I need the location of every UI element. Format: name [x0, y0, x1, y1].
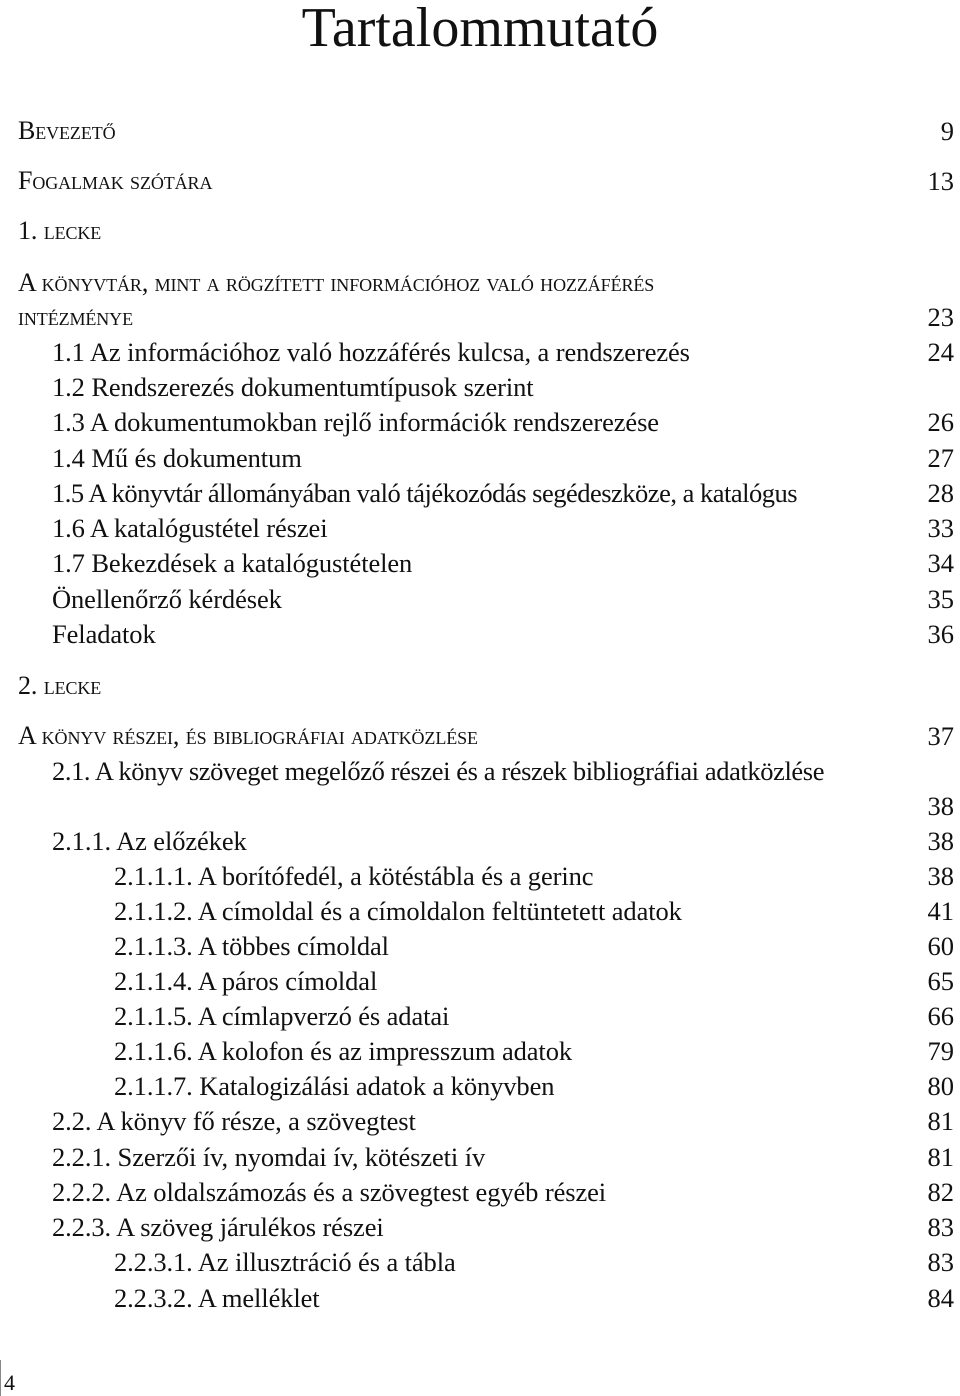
toc-entry-page: 9 [940, 116, 954, 146]
toc-entry-2-1-1-4[interactable] [0, 966, 960, 996]
toc-entry-page: 65 [927, 966, 954, 996]
page-title: Tartalommutató [301, 0, 659, 59]
toc-entry-page: 27 [927, 443, 954, 473]
toc-entry-2-1-1-2[interactable] [0, 896, 960, 926]
toc-entry-1-1[interactable] [0, 337, 960, 367]
toc-entry-1-3[interactable] [0, 407, 960, 437]
toc-entry-2-2-3-2[interactable] [0, 1283, 960, 1313]
toc-entry-1-5[interactable] [0, 478, 960, 508]
toc-entry-2-2-3[interactable] [0, 1212, 960, 1242]
toc-entry-2-1-1[interactable] [0, 826, 960, 856]
toc-entry-page: 34 [927, 548, 954, 578]
toc-entry-2-1-1-3[interactable] [0, 931, 960, 961]
toc-entry-chapter-1-title-cont[interactable] [0, 302, 960, 332]
toc-entry-text: 1. lecke [18, 216, 102, 245]
toc-entry-text: 2.1.1.7. Katalogizálási adatok a könyvben [114, 1071, 555, 1101]
toc-entry-text: 2. lecke [18, 671, 102, 700]
toc-entry-page: 35 [927, 584, 954, 614]
toc-entry-2-2-3-1[interactable] [0, 1247, 960, 1277]
toc-entry-text: 2.1.1.1. A borítófedél, a kötéstábla és a gerinc [114, 861, 594, 891]
toc-entry-2-1-1-1[interactable] [0, 861, 960, 891]
toc-entry-text: 2.2. A könyv fő része, a szövegtest [52, 1106, 416, 1136]
toc-entry-text: A könyvtár, mint a rögzített információhoz való hozzáférés [18, 268, 655, 297]
toc-entry-page: 23 [927, 302, 954, 332]
toc-entry-text: 2.1.1.2. A címoldal és a címoldalon feltüntetett adatok [114, 896, 682, 926]
toc-entry-2-2-2[interactable] [0, 1177, 960, 1207]
toc-entry-text: 2.2.1. Szerzői ív, nyomdai ív, kötészeti ív [52, 1142, 486, 1172]
toc-entry-page: 38 [927, 791, 954, 821]
toc-entry-2-2-1[interactable] [0, 1142, 960, 1172]
toc-entry-text: 2.1. A könyv szöveget megelőző részei és a részek bibliográfiai adatközlése [52, 756, 825, 786]
toc-entry-text: 2.1.1.3. A többes címoldal [114, 931, 389, 961]
toc-entry-2-1-1-6[interactable] [0, 1036, 960, 1066]
toc-entry-page: 38 [927, 861, 954, 891]
toc-entry-chapter-2-title[interactable] [0, 721, 960, 751]
toc-entry-onellenorzo[interactable] [0, 584, 960, 614]
toc-entry-text: 2.2.3.2. A melléklet [114, 1283, 320, 1313]
toc-entry-page: 83 [927, 1212, 954, 1242]
toc-entry-2-2[interactable] [0, 1106, 960, 1136]
toc-entry-lecke-1[interactable] [0, 216, 960, 246]
toc-entry-text: 2.1.1.5. A címlapverzó és adatai [114, 1001, 450, 1031]
toc-entry-page: 84 [927, 1283, 954, 1313]
toc-entry-feladatok[interactable] [0, 619, 960, 649]
toc-entry-page: 66 [927, 1001, 954, 1031]
toc-entry-text: intézménye [18, 302, 133, 331]
toc-entry-bevezeto[interactable] [0, 116, 960, 146]
toc-entry-2-1-1-7[interactable] [0, 1071, 960, 1101]
toc-entry-1-2[interactable] [0, 372, 960, 402]
toc-entry-page: 28 [927, 478, 954, 508]
toc-entry-text: Fogalmak szótára [18, 166, 213, 195]
toc-entry-text: 1.7 Bekezdések a katalógustételen [52, 548, 413, 578]
toc-entry-2-1-1-5[interactable] [0, 1001, 960, 1031]
toc-entry-text: 1.3 A dokumentumokban rejlő információk rendszerezése [52, 407, 659, 437]
toc-entry-text: Feladatok [52, 619, 156, 649]
toc-entry-text: 1.1 Az információhoz való hozzáférés kulcsa, a rendszerezés [52, 337, 690, 367]
toc-entry-page: 83 [927, 1247, 954, 1277]
toc-entry-page: 41 [927, 896, 954, 926]
toc-entry-page: 26 [927, 407, 954, 437]
toc-entry-page: 79 [927, 1036, 954, 1066]
toc-entry-page: 33 [927, 513, 954, 543]
toc-entry-text: Önellenőrző kérdések [52, 584, 282, 614]
toc-entry-text: 1.6 A katalógustétel részei [52, 513, 328, 543]
toc-entry-page: 82 [927, 1177, 954, 1207]
toc-entry-fogalmak[interactable] [0, 166, 960, 196]
toc-entry-2-1-page[interactable] [0, 791, 960, 821]
toc-entry-1-4[interactable] [0, 443, 960, 473]
page-edge-rule [0, 1360, 1, 1396]
toc-entry-page: 80 [927, 1071, 954, 1101]
toc-entry-chapter-1-title[interactable] [0, 268, 960, 298]
toc-entry-page: 81 [927, 1106, 954, 1136]
toc-entry-text: 2.2.3. A szöveg járulékos részei [52, 1212, 384, 1242]
toc-entry-1-6[interactable] [0, 513, 960, 543]
toc-entry-1-7[interactable] [0, 548, 960, 578]
toc-entry-2-1[interactable] [0, 756, 960, 786]
toc-entry-text: 2.2.2. Az oldalszámozás és a szövegtest egyéb részei [52, 1177, 607, 1207]
toc-entry-page: 81 [927, 1142, 954, 1172]
toc-entry-text: 2.2.3.1. Az illusztráció és a tábla [114, 1247, 456, 1277]
toc-entry-text: A könyv részei, és bibliográfiai adatközlése [18, 721, 478, 750]
toc-entry-page: 24 [927, 337, 954, 367]
toc-entry-page: 38 [927, 826, 954, 856]
toc-entry-page: 36 [927, 619, 954, 649]
toc-entry-page: 13 [927, 166, 954, 196]
toc-entry-page: 37 [927, 721, 954, 751]
toc-entry-text: 2.1.1.6. A kolofon és az impresszum adatok [114, 1036, 572, 1066]
toc-entry-text: Bevezető [18, 116, 116, 145]
page-number: 4 [4, 1370, 15, 1395]
toc-entry-lecke-2[interactable] [0, 671, 960, 701]
toc-entry-page: 60 [927, 931, 954, 961]
toc-entry-text: 2.1.1.4. A páros címoldal [114, 966, 378, 996]
toc-entry-text: 2.1.1. Az előzékek [52, 826, 247, 856]
toc-entry-text: 1.5 A könyvtár állományában való tájékozódás segédeszköze, a katalógus [52, 478, 798, 508]
toc-entry-text: 1.2 Rendszerezés dokumentumtípusok szerint [52, 372, 534, 402]
toc-entry-text: 1.4 Mű és dokumentum [52, 443, 302, 473]
